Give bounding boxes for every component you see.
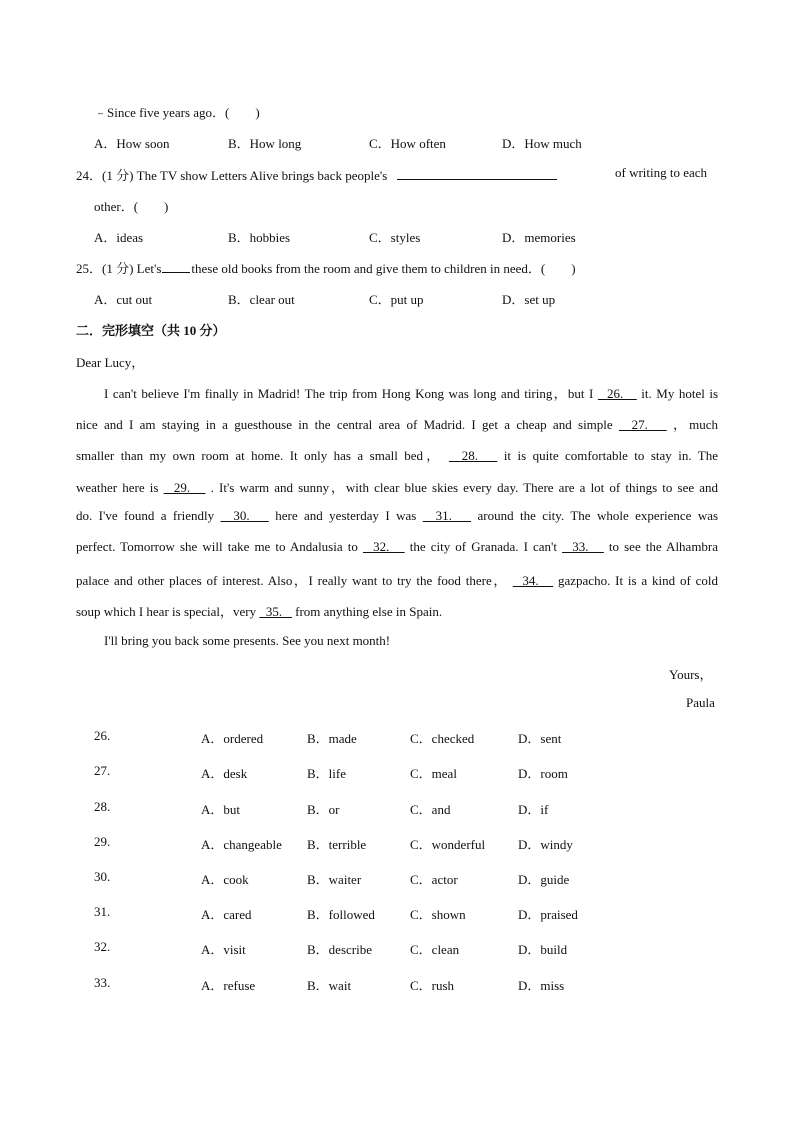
choice-number: 33. [94,975,111,990]
choice-option-d[interactable]: D．room [518,766,568,781]
choice-option-b[interactable]: B．made [307,731,357,746]
choice-option-b[interactable]: B．describe [307,942,372,957]
blank-34[interactable]: 34. [512,573,554,588]
letter-text: around the city. The whole experience was [477,508,719,523]
letter-line-5 [76,508,718,524]
choice-number: 26. [94,728,111,743]
choice-option-a[interactable]: A．refuse [201,978,256,993]
choice-option-a[interactable]: A．changeable [201,837,282,852]
q23-option-d[interactable]: D．How much [502,136,582,151]
q25-option-b[interactable]: B．clear out [228,292,295,307]
letter-signature: Paula [686,695,715,710]
choice-option-d[interactable]: D．guide [518,872,570,887]
blank-29[interactable]: 29. [163,480,206,495]
blank-33[interactable]: 33. [562,539,604,554]
letter-text: here and yesterday I was [275,508,417,523]
letter-line-8 [76,601,442,620]
letter-text: perfect. Tomorrow she will take me to Andalusia to [76,539,358,554]
choice-option-c[interactable]: C．and [410,802,451,817]
letter-text: ，much [673,417,719,432]
q25-option-d[interactable]: D．set up [502,292,556,307]
choice-number: 30. [94,869,111,884]
q24-stem-cont: other．( ) [94,199,169,214]
choice-number: 29. [94,834,111,849]
letter-text: gazpacho. It is a kind of cold [558,573,719,588]
letter-text: weather here is [76,480,159,495]
choice-number: 28. [94,799,111,814]
q25-stem [76,258,576,277]
letter-text: smaller than my own room at home. It only has a small bed， [76,448,443,463]
choice-option-c[interactable]: C．actor [410,872,458,887]
q25-option-a[interactable]: A．cut out [94,292,153,307]
choice-option-d[interactable]: D．if [518,802,549,817]
blank-32[interactable]: 32. [362,539,405,554]
choice-option-c[interactable]: C．meal [410,766,457,781]
letter-text: from anything else in Spain. [295,604,443,619]
q25-stem-end: these old books from the room and give them to children in need．( ) [191,261,576,276]
choice-option-a[interactable]: A．desk [201,766,248,781]
choice-number: 31. [94,904,111,919]
choice-row [0,904,794,924]
choice-option-b[interactable]: B．terrible [307,837,367,852]
letter-text: nice and I am staying in a guesthouse in the central area of Madrid. I get a cheap and simple [76,417,613,432]
letter-text: palace and other places of interest. Also，I really want to try the food there， [76,573,508,588]
choice-option-b[interactable]: B．or [307,802,340,817]
letter-line-6 [76,539,718,555]
letter-text: soup which I hear is special，very [76,604,257,619]
choice-option-d[interactable]: D．sent [518,731,562,746]
letter-text: do. I've found a friendly [76,508,215,523]
letter-closing: Yours， [669,667,713,682]
letter-line-2 [76,414,718,433]
choice-option-d[interactable]: D．miss [518,978,565,993]
letter-greeting: Dear Lucy， [76,355,145,370]
q24-stem-end: of writing to each [615,165,708,180]
section-heading: 二．完形填空（共 10 分） [76,323,226,338]
blank-28[interactable]: 28. [448,448,498,463]
q25-stem-start: 25．(1 分) Let's [76,261,162,276]
q24-option-a[interactable]: A．ideas [94,230,144,245]
choice-option-d[interactable]: D．praised [518,907,578,922]
choice-number: 27. [94,763,111,778]
letter-p2: I'll bring you back some presents. See you next month! [104,633,391,648]
choice-row [0,799,794,819]
choice-option-c[interactable]: C．checked [410,731,475,746]
choice-option-b[interactable]: B．wait [307,978,352,993]
letter-text: the city of Granada. I can't [409,539,557,554]
choice-row [0,728,794,748]
blank-31[interactable]: 31. [422,508,472,523]
letter-text: . It's warm and sunny，with clear blue skies every day. There are a lot of things to see and [210,480,719,495]
q24-blank[interactable] [397,167,557,180]
choice-number: 32. [94,939,111,954]
q25-option-c[interactable]: C．put up [369,292,424,307]
q25-blank[interactable] [162,260,190,273]
choice-row [0,869,794,889]
letter-line-3 [76,445,718,464]
choice-row [0,834,794,854]
letter-text: I can't believe I'm finally in Madrid! The trip from Hong Kong was long and tiring，but I [104,386,594,401]
blank-35[interactable]: 35. [259,604,292,619]
choice-option-b[interactable]: B．life [307,766,346,781]
choice-option-c[interactable]: C．shown [410,907,466,922]
choice-option-a[interactable]: A．but [201,802,241,817]
q24-option-b[interactable]: B．hobbies [228,230,291,245]
q24-stem-start: 24．(1 分) The TV show Letters Alive brings back people's [76,168,388,183]
choice-option-d[interactable]: D．build [518,942,568,957]
letter-text: to see the Alhambra [608,539,719,554]
choice-option-c[interactable]: C．clean [410,942,460,957]
blank-26[interactable]: 26. [597,386,637,401]
choice-row [0,939,794,959]
choice-option-b[interactable]: B．followed [307,907,375,922]
q23-option-a[interactable]: A．How soon [94,136,170,151]
q23-option-c[interactable]: C．How often [369,136,446,151]
choice-row [0,975,794,995]
choice-option-a[interactable]: A．ordered [201,731,264,746]
blank-30[interactable]: 30. [220,508,269,523]
choice-option-a[interactable]: A．cared [201,907,252,922]
letter-line-1 [104,383,718,402]
choice-option-c[interactable]: C．rush [410,978,455,993]
choice-row [0,763,794,783]
choice-option-a[interactable]: A．visit [201,942,246,957]
letter-line-7 [76,570,718,589]
blank-27[interactable]: 27. [618,417,667,432]
q23-option-b[interactable]: B．How long [228,136,302,151]
q24-option-d[interactable]: D．memories [502,230,576,245]
choice-option-c[interactable]: C．wonderful [410,837,486,852]
choice-option-b[interactable]: B．waiter [307,872,362,887]
q24-option-c[interactable]: C．styles [369,230,421,245]
letter-text: it is quite comfortable to stay in. The [503,448,719,463]
choice-option-d[interactable]: D．windy [518,837,573,852]
choice-option-a[interactable]: A．cook [201,872,249,887]
q24-stem [76,165,563,184]
letter-line-4 [76,477,718,496]
q23-answer-line: ﹣Since five years ago．( ) [94,105,260,120]
letter-text: it. My hotel is [641,386,719,401]
